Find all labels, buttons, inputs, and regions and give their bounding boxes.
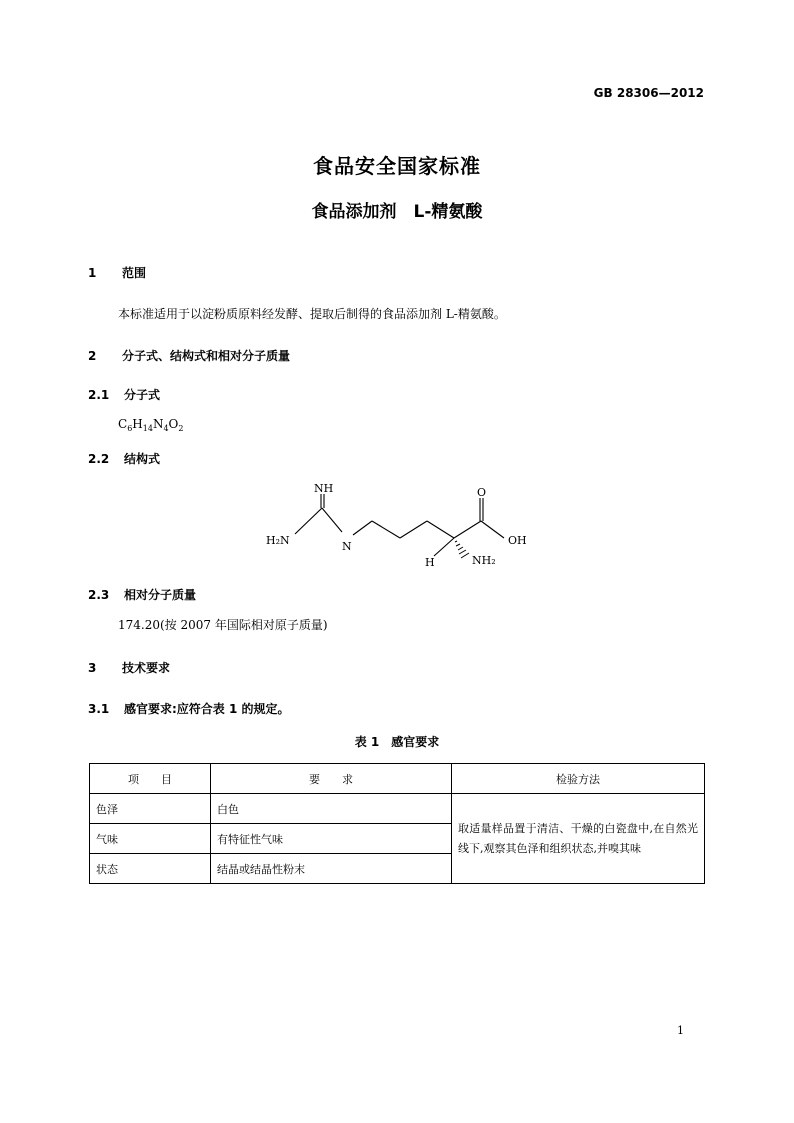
section-title: 范围 [122, 266, 147, 280]
header-requirement: 要 求 [211, 764, 452, 794]
section-2-heading [88, 347, 290, 364]
row-requirement: 白色 [211, 794, 452, 824]
label-oh: OH [508, 534, 527, 547]
section-number: 2 [88, 349, 97, 363]
header-item: 项 目 [90, 764, 211, 794]
header-method: 检验方法 [452, 764, 705, 794]
section-1-heading [88, 264, 146, 281]
sensory-requirements-table [89, 763, 705, 884]
section-title: 分子式、结构式和相对分子质量 [122, 349, 291, 363]
molecular-formula: $C_6H_{14}N_4O_2$ [118, 417, 184, 433]
row-requirement: 有特征性气味 [211, 824, 452, 854]
section-number: 2.3 [88, 588, 110, 602]
document-subtitle: 食品添加剂 L-精氨酸 [311, 202, 483, 222]
standard-code: GB 28306—2012 [593, 86, 704, 100]
section-number: 2.2 [88, 452, 110, 466]
label-nh: NH [314, 482, 334, 495]
section-number: 3 [88, 661, 97, 675]
section-title: 分子式 [124, 388, 161, 402]
table-header-row [90, 764, 705, 794]
section-2-2-heading [88, 450, 160, 467]
label-n: N [342, 540, 352, 553]
label-nh2: NH₂ [472, 554, 496, 567]
section-title: 结构式 [124, 452, 161, 466]
inspection-method: 取适量样品置于清洁、干燥的白瓷盘中,在自然光线下,观察其色泽和组织状态,并嗅其味 [452, 794, 705, 884]
row-requirement: 结晶或结晶性粉末 [211, 854, 452, 884]
section-number: 1 [88, 266, 97, 280]
section-3-heading [88, 659, 170, 676]
section-title: 相对分子质量 [124, 588, 197, 602]
table-row [90, 794, 705, 824]
section-title: 技术要求 [122, 661, 171, 675]
label-h2n: H₂N [266, 534, 290, 547]
section-3-1-heading [88, 700, 290, 717]
section-2-3-heading [88, 586, 196, 603]
label-h: H [425, 556, 435, 569]
row-item: 色泽 [90, 794, 211, 824]
table-caption: 表 1 感官要求 [354, 735, 440, 749]
row-item: 状态 [90, 854, 211, 884]
document-title: 食品安全国家标准 [313, 154, 481, 178]
section-number: 2.1 [88, 388, 110, 402]
page-number: 1 [677, 1024, 684, 1037]
molecular-mass-text: 174.20(按 2007 年国际相对原子质量) [118, 618, 328, 632]
section-number: 3.1 [88, 702, 110, 716]
section-1-text: 本标准适用于以淀粉质原料经发酵、提取后制得的食品添加剂 L-精氨酸。 [118, 307, 506, 321]
section-2-1-heading [88, 386, 160, 403]
label-o: O [477, 486, 487, 499]
structural-formula [262, 478, 537, 573]
section-title: 感官要求:应符合表 1 的规定。 [124, 702, 290, 716]
row-item: 气味 [90, 824, 211, 854]
